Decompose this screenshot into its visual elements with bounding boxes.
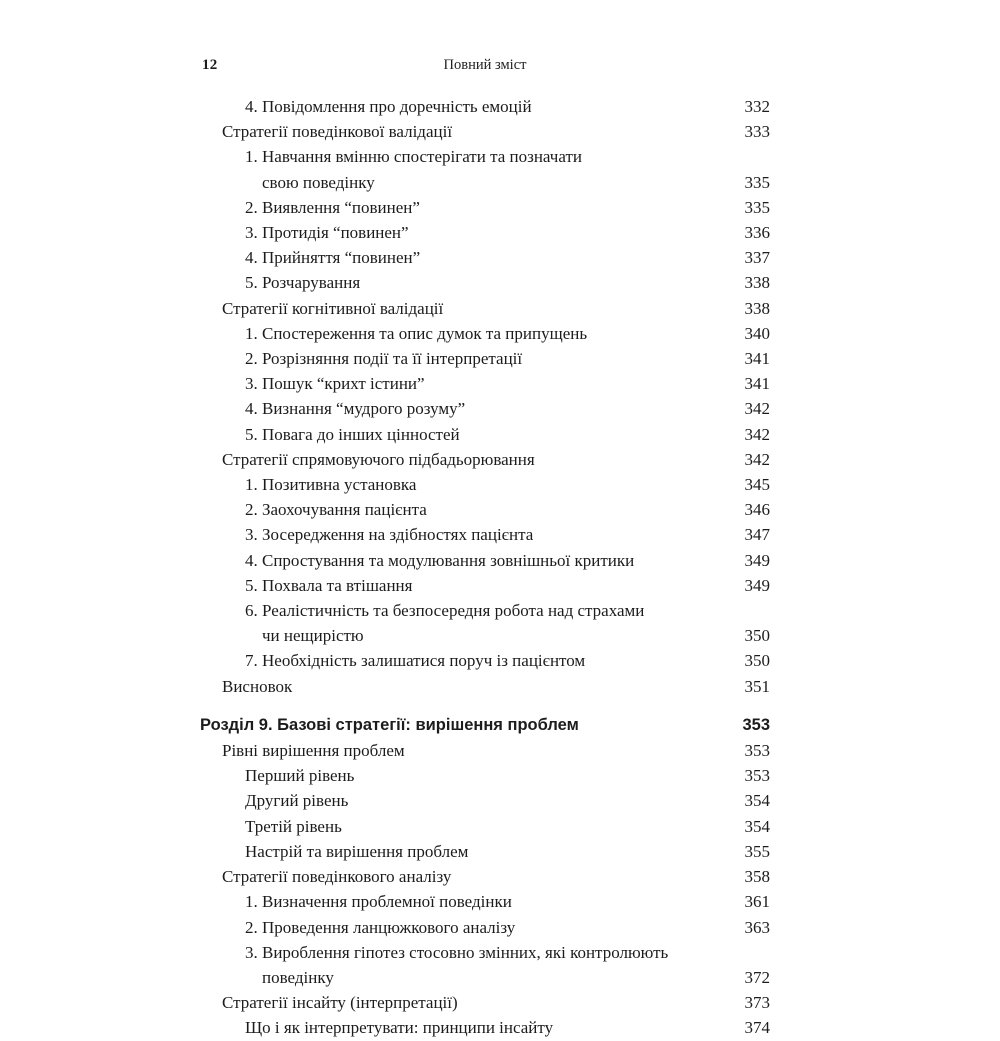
toc-entry xyxy=(200,447,770,472)
toc-entry xyxy=(200,396,770,421)
entry-page-number: 337 xyxy=(744,248,770,268)
toc-line xyxy=(245,522,770,547)
entry-page-number: 342 xyxy=(744,449,770,469)
toc-line xyxy=(245,763,770,788)
toc-entry xyxy=(200,814,770,839)
entry-title: 2. Заохочування пацієнта xyxy=(245,500,427,520)
toc-line xyxy=(222,674,770,699)
entry-title: Стратегії інсайту (інтерпретації) xyxy=(222,993,458,1013)
entry-title: 6. Реалістичність та безпосередня робота над страхами xyxy=(245,601,645,621)
entry-page-number: 341 xyxy=(744,349,770,369)
toc-entry xyxy=(200,119,770,144)
toc-entry xyxy=(200,864,770,889)
entry-title: 1. Спостереження та опис думок та припущень xyxy=(245,323,588,343)
entry-page-number: 342 xyxy=(744,399,770,419)
toc-entry xyxy=(200,763,770,788)
toc-line xyxy=(245,573,770,598)
toc-entry xyxy=(200,94,770,119)
entry-title: 3. Зосередження на здібностях пацієнта xyxy=(245,525,534,545)
toc-line xyxy=(222,864,770,889)
entry-title: Другий рівень xyxy=(245,791,349,811)
page-content xyxy=(200,56,770,1041)
toc-list xyxy=(200,94,770,1041)
toc-entry xyxy=(200,245,770,270)
toc-entry xyxy=(200,915,770,940)
toc-line xyxy=(245,270,770,295)
entry-title: Перший рівень xyxy=(245,766,355,786)
entry-page-number: 354 xyxy=(744,791,770,811)
entry-title: Стратегії когнітивної валідації xyxy=(222,298,444,318)
entry-title: Що і як інтерпретувати: принципи інсайту xyxy=(245,1018,554,1038)
toc-entry xyxy=(200,839,770,864)
entry-page-number: 374 xyxy=(744,1018,770,1038)
toc-entry xyxy=(200,889,770,914)
entry-page-number: 373 xyxy=(744,993,770,1013)
entry-title: 1. Позитивна установка xyxy=(245,475,417,495)
entry-page-number: 355 xyxy=(744,841,770,861)
toc-entry xyxy=(200,371,770,396)
toc-entry xyxy=(200,940,770,990)
entry-page-number: 335 xyxy=(744,197,770,217)
toc-entry xyxy=(200,598,770,648)
entry-page-number: 349 xyxy=(744,550,770,570)
toc-line xyxy=(245,245,770,270)
entry-page-number: 358 xyxy=(744,867,770,887)
toc-line xyxy=(245,94,770,119)
toc-line xyxy=(245,814,770,839)
entry-title: 2. Виявлення “повинен” xyxy=(245,197,420,217)
entry-page-number: 353 xyxy=(744,741,770,761)
entry-page-number: 342 xyxy=(744,424,770,444)
page-header xyxy=(200,56,770,74)
toc-entry xyxy=(200,674,770,699)
entry-page-number: 353 xyxy=(742,715,770,734)
entry-page-number: 332 xyxy=(744,97,770,116)
toc-entry xyxy=(200,497,770,522)
entry-page-number: 354 xyxy=(744,816,770,836)
toc-line xyxy=(245,346,770,371)
toc-line xyxy=(245,472,770,497)
page-number: 12 xyxy=(202,57,218,73)
toc-line xyxy=(245,195,770,220)
entry-page-number: 338 xyxy=(744,273,770,293)
toc-line xyxy=(245,220,770,245)
entry-page-number: 347 xyxy=(744,525,770,545)
toc-line xyxy=(245,598,770,623)
toc-chapter-entry xyxy=(200,713,770,738)
toc-line xyxy=(245,144,770,169)
entry-title: 4. Прийняття “повинен” xyxy=(245,248,421,268)
toc-line xyxy=(245,839,770,864)
entry-title: Третій рівень xyxy=(245,816,342,836)
entry-page-number: 353 xyxy=(744,766,770,786)
toc-entry xyxy=(200,422,770,447)
entry-page-number: 350 xyxy=(744,626,770,646)
entry-page-number: 345 xyxy=(744,475,770,495)
entry-title: 1. Визначення проблемної поведінки xyxy=(245,892,512,912)
toc-entry xyxy=(200,220,770,245)
entry-title: 5. Похвала та втішання xyxy=(245,575,413,595)
entry-title: 7. Необхідність залишатися поруч із пацієнтом xyxy=(245,651,586,671)
toc-line xyxy=(245,548,770,573)
entry-title: 2. Розрізняння події та її інтерпретації xyxy=(245,349,523,369)
toc-entry xyxy=(200,321,770,346)
entry-title: 3. Пошук “крихт істини” xyxy=(245,374,425,394)
toc-entry xyxy=(200,648,770,673)
entry-page-number: 336 xyxy=(744,223,770,243)
toc-entry xyxy=(200,990,770,1015)
toc-line xyxy=(245,497,770,522)
toc-line xyxy=(245,940,770,965)
entry-title: Стратегії поведінкового аналізу xyxy=(222,867,452,887)
entry-title: Стратегії поведінкової валідації xyxy=(222,122,453,142)
toc-line xyxy=(245,422,770,447)
toc-entry xyxy=(200,270,770,295)
entry-page-number: 351 xyxy=(744,676,770,696)
toc-line xyxy=(222,296,770,321)
toc-entry xyxy=(200,1015,770,1040)
toc-line xyxy=(222,990,770,1015)
entry-page-number: 338 xyxy=(744,298,770,318)
entry-page-number: 333 xyxy=(744,122,770,142)
toc-entry xyxy=(200,296,770,321)
entry-page-number: 349 xyxy=(744,575,770,595)
toc-line xyxy=(245,170,770,195)
toc-line xyxy=(222,447,770,472)
toc-line xyxy=(245,321,770,346)
entry-page-number: 361 xyxy=(744,892,770,912)
toc-entry xyxy=(200,738,770,763)
entry-title: 4. Визнання “мудрого розуму” xyxy=(245,399,466,419)
entry-title: свою поведінку xyxy=(262,172,375,192)
entry-title: 1. Навчання вмінню спостерігати та позначати xyxy=(245,147,582,167)
toc-entry xyxy=(200,548,770,573)
entry-title: 3. Вироблення гіпотез стосовно змінних, які контролюють xyxy=(245,942,669,962)
toc-line xyxy=(245,889,770,914)
toc-entry xyxy=(200,346,770,371)
entry-title: Висновок xyxy=(222,676,293,696)
toc-line xyxy=(245,788,770,813)
entry-page-number: 335 xyxy=(744,172,770,192)
entry-title: 5. Розчарування xyxy=(245,273,361,293)
entry-title: Рівні вирішення проблем xyxy=(222,741,405,761)
entry-title: 4. Повідомлення про доречність емоцій xyxy=(245,97,532,116)
entry-page-number: 372 xyxy=(744,967,770,987)
toc-line xyxy=(245,623,770,648)
toc-line xyxy=(245,371,770,396)
toc-line xyxy=(245,396,770,421)
entry-title: Розділ 9. Базові стратегії: вирішення проблем xyxy=(200,715,579,734)
toc-line xyxy=(245,648,770,673)
toc-entry xyxy=(200,788,770,813)
toc-line xyxy=(200,713,770,738)
toc-line xyxy=(245,965,770,990)
entry-title: поведінку xyxy=(262,967,334,987)
toc-line xyxy=(222,738,770,763)
entry-title: 5. Повага до інших цінностей xyxy=(245,424,460,444)
toc-entry xyxy=(200,522,770,547)
entry-page-number: 346 xyxy=(744,500,770,520)
running-header: Повний зміст xyxy=(443,57,527,73)
entry-title: 2. Проведення ланцюжкового аналізу xyxy=(245,917,516,937)
entry-title: 4. Спростування та модулювання зовнішньої критики xyxy=(245,550,635,570)
toc-entry xyxy=(200,573,770,598)
entry-page-number: 341 xyxy=(744,374,770,394)
entry-page-number: 363 xyxy=(744,917,770,937)
entry-page-number: 340 xyxy=(744,323,770,343)
entry-title: Стратегії спрямовуючого підбадьорювання xyxy=(222,449,535,469)
toc-line xyxy=(222,119,770,144)
entry-title: Настрій та вирішення проблем xyxy=(245,841,469,861)
entry-title: чи нещирістю xyxy=(262,626,364,646)
toc-entry xyxy=(200,472,770,497)
toc-line xyxy=(245,1015,770,1040)
toc-line xyxy=(245,915,770,940)
toc-entry xyxy=(200,195,770,220)
toc-entry xyxy=(200,144,770,194)
entry-page-number: 350 xyxy=(744,651,770,671)
entry-title: 3. Протидія “повинен” xyxy=(245,223,409,243)
